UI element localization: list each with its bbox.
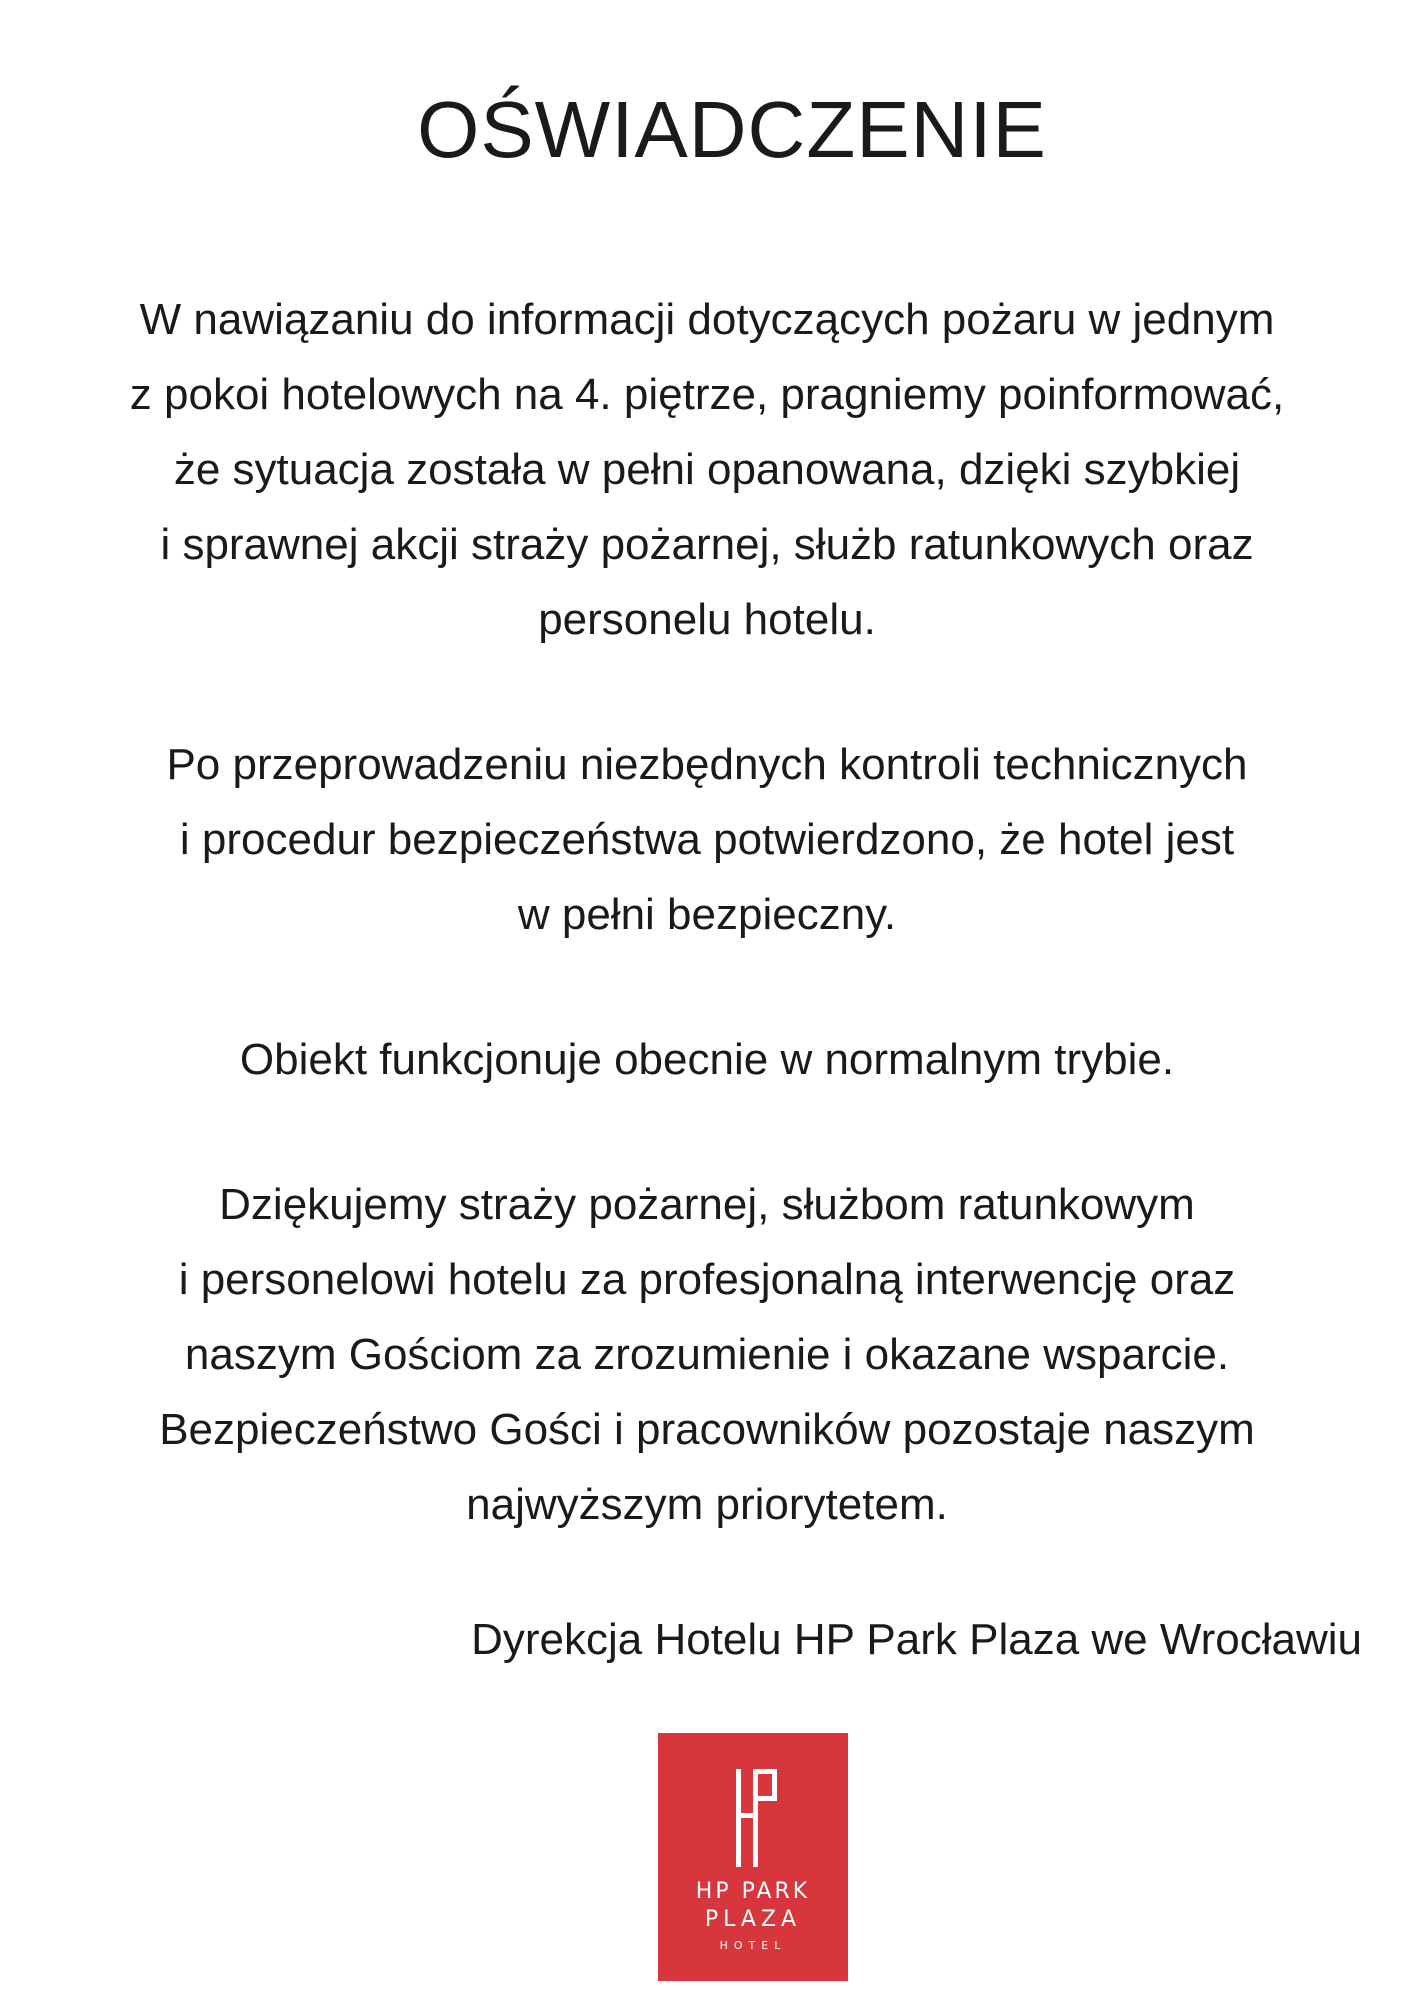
- text-line: i procedur bezpieczeństwa potwierdzono, że hotel jest: [179, 815, 1235, 864]
- text-line: Po przeprowadzeniu niezbędnych kontroli technicznych: [166, 740, 1248, 789]
- text-line: Dziękujemy straży pożarnej, służbom ratunkowym: [219, 1180, 1195, 1229]
- text-line: Bezpieczeństwo Gości i pracowników pozostaje naszym: [159, 1405, 1255, 1454]
- logo-line-hp-park: HP PARK: [695, 1879, 811, 1904]
- text-line: w pełni bezpieczny.: [517, 890, 897, 939]
- paragraph-spacer: [40, 1097, 1374, 1167]
- text-line: i personelowi hotelu za profesjonalną interwencję oraz: [178, 1255, 1236, 1304]
- paragraph-safety-check: [40, 727, 1374, 952]
- text-line: naszym Gościom za zrozumienie i okazane wsparcie.: [184, 1330, 1230, 1379]
- paragraph-spacer: [40, 657, 1374, 727]
- text-line: Obiekt funkcjonuje obecnie w normalnym trybie.: [239, 1035, 1175, 1084]
- logo-line-hotel: HOTEL: [719, 1939, 787, 1952]
- text-line: personelu hotelu.: [538, 595, 876, 644]
- statement-body: [40, 282, 1374, 1542]
- document-title: OŚWIADCZENIE: [417, 85, 1047, 174]
- text-line: najwyższym priorytetem.: [466, 1480, 948, 1529]
- signature: Dyrekcja Hotelu HP Park Plaza we Wrocławiu: [471, 1615, 1362, 1664]
- text-line: i sprawnej akcji straży pożarnej, służb ratunkowych oraz: [160, 520, 1254, 569]
- paragraph-thanks: [40, 1167, 1374, 1542]
- text-line: W nawiązaniu do informacji dotyczących pożaru w jednym: [139, 295, 1275, 344]
- hotel-logo: [658, 1733, 848, 1981]
- paragraph-spacer: [40, 952, 1374, 1022]
- paragraph-fire-info: [40, 282, 1374, 657]
- text-line: że sytuacja została w pełni opanowana, dzięki szybkiej: [173, 445, 1241, 494]
- paragraph-normal-operation: [40, 1022, 1374, 1097]
- text-line: z pokoi hotelowych na 4. piętrze, pragniemy poinformować,: [129, 370, 1285, 419]
- logo-line-plaza: PLAZA: [704, 1907, 802, 1932]
